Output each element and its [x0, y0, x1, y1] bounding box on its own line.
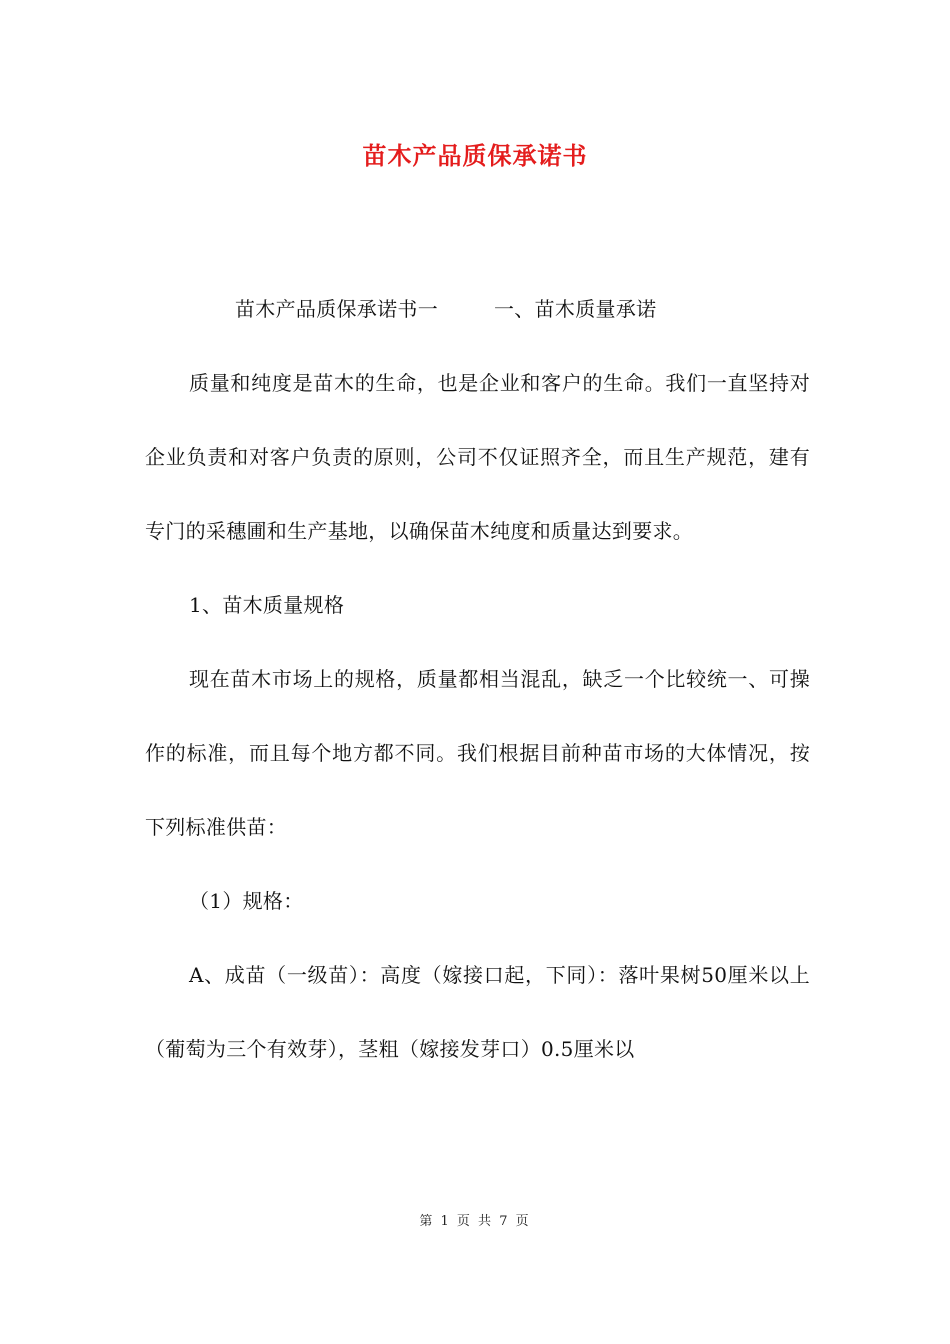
section-heading-line	[145, 272, 810, 346]
document-title: 苗木产品质保承诺书	[362, 141, 588, 170]
heading-left: 苗木产品质保承诺书一	[235, 297, 438, 321]
paragraph-spec-label: （1）规格：	[189, 889, 304, 913]
page-footer: 第 1 页 共 7 页	[419, 1214, 531, 1229]
document-body	[145, 272, 810, 1086]
paragraph-spec-a: A、成苗（一级苗）：高度（嫁接口起，下同）：落叶果树50厘米以上（葡萄为三个有效芽），茎粗（嫁接发芽口）0.5厘米以	[145, 963, 810, 1061]
heading-right: 一、苗木质量承诺	[494, 297, 657, 321]
paragraph-intro: 质量和纯度是苗木的生命，也是企业和客户的生命。我们一直坚持对企业负责和对客户负责的原则，公司不仅证照齐全，而且生产规范，建有专门的采穗圃和生产基地，以确保苗木纯度和质量达到要求。	[145, 371, 810, 543]
paragraph-market: 现在苗木市场上的规格，质量都相当混乱，缺乏一个比较统一、可操作的标准，而且每个地方都不同。我们根据目前种苗市场的大体情况，按下列标准供苗：	[145, 667, 810, 839]
paragraph-subheading: 1、苗木质量规格	[189, 593, 345, 617]
